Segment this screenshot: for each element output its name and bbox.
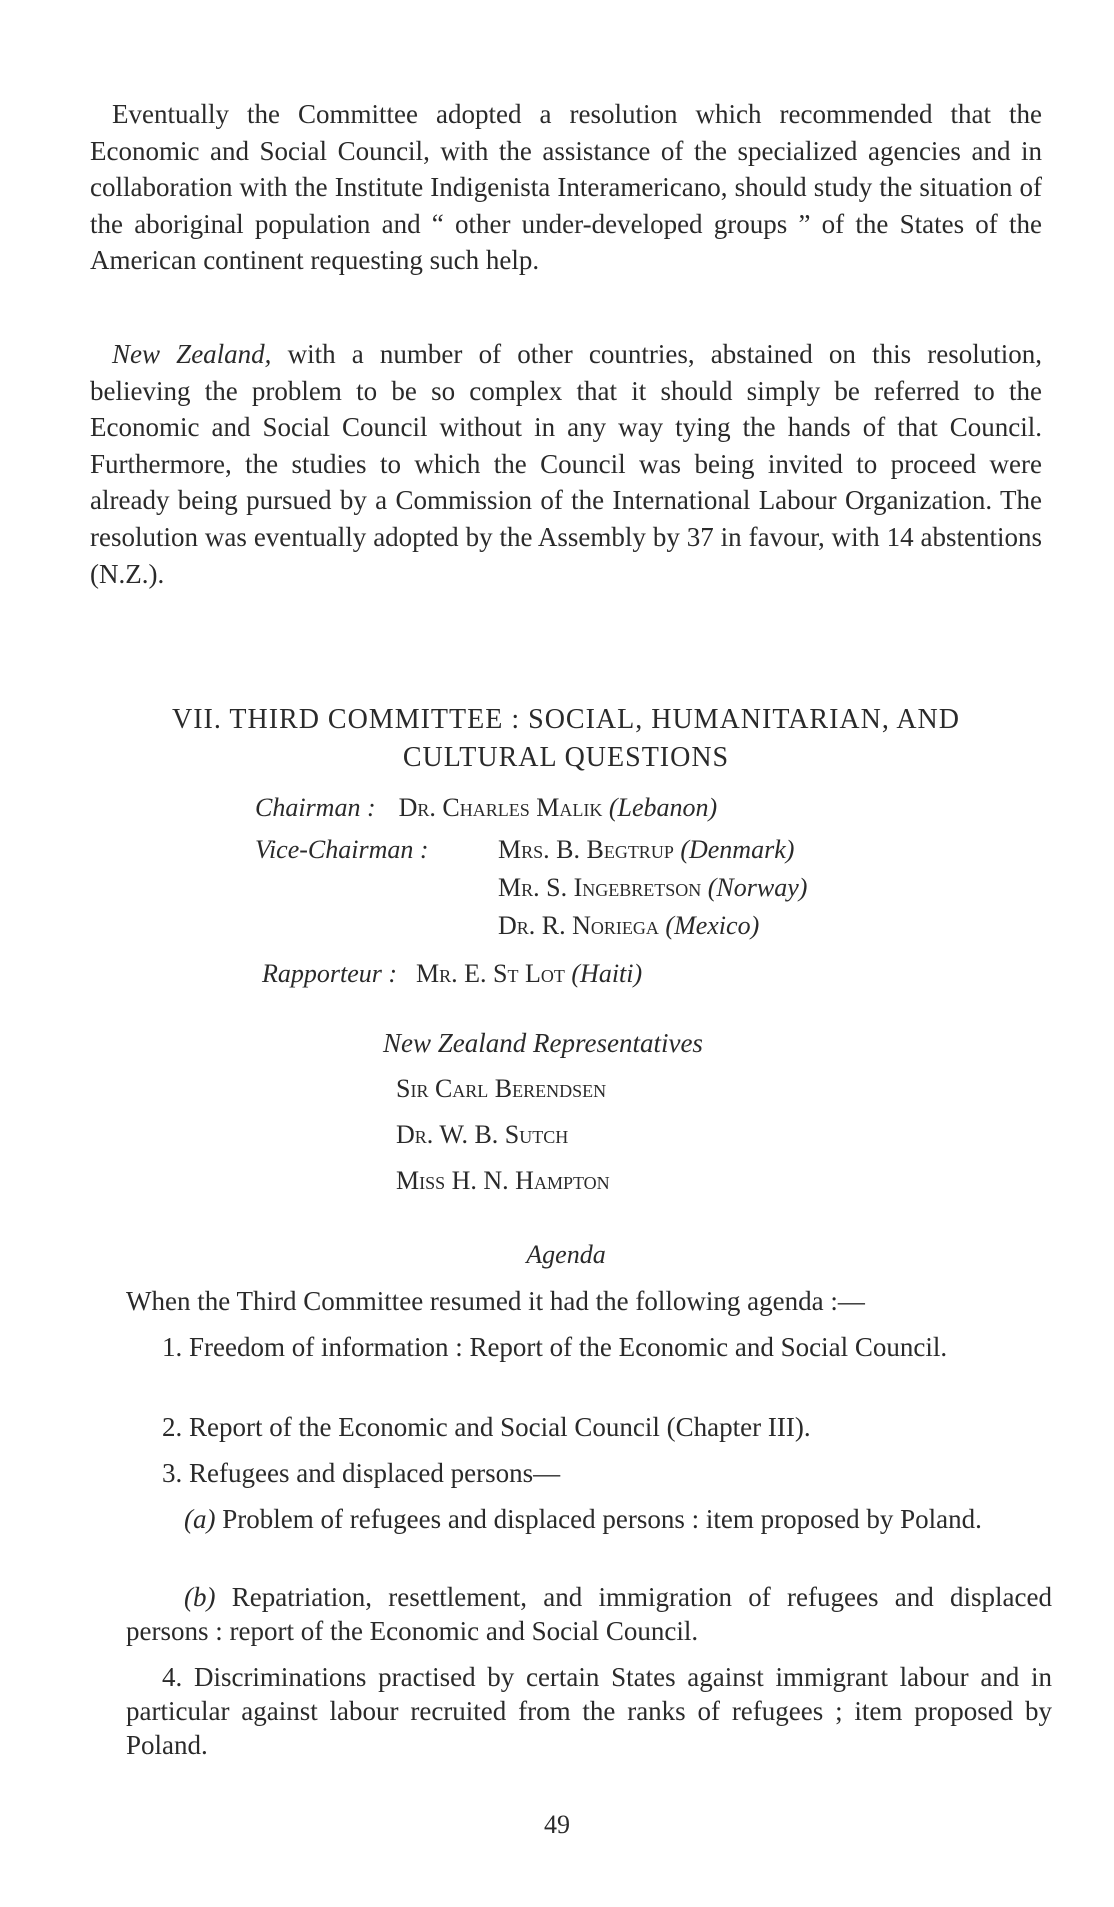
section-heading-line2: CULTURAL QUESTIONS (402, 742, 730, 773)
paragraph-new-zealand: New Zealand, with a number of other countries, abstained on this resolution, believing the problem to be so complex that it should simply be referred to the Economic and Social Council without in any way tying the hands of that Council. Furthermore, the studies to which the Council was being invited to proceed were already being pursued by a Commission of the International Labour Organization. The resolution was eventually adopted by the Assembly by 37 in favour, with 14 abstentions (N.Z.). (90, 339, 1042, 589)
page-number: 49 (544, 1810, 570, 1839)
representative-3: Miss H. N. Hampton (396, 1166, 610, 1195)
vice-chairman-label: Vice-Chairman : (255, 835, 429, 864)
agenda-item-3a: (a) Problem of refugees and displaced persons : item proposed by Poland. (184, 1504, 982, 1534)
paragraph-resolution: Eventually the Committee adopted a resolution which recommended that the Economic and Social Council, with the assistance of the specialized agencies and in collaboration with the Institute Indigenista Interamericano, should study the situation of the aboriginal population and “ other under-developed groups ” of the States of the American continent requesting such help. (90, 99, 1042, 276)
agenda-item-4: 4. Discriminations practised by certain States against immigrant labour and in particular against labour recruited from the ranks of refugees ; item proposed by Poland. (126, 1662, 1052, 1760)
agenda-title: Agenda (526, 1240, 606, 1269)
agenda-item-2: 2. Report of the Economic and Social Council (Chapter III). (162, 1412, 811, 1442)
agenda-intro: When the Third Committee resumed it had the following agenda :— (126, 1286, 865, 1316)
rapporteur-line: Rapporteur : Mr. E. St Lot (Haiti) (262, 959, 643, 988)
representative-2: Dr. W. B. Sutch (396, 1120, 569, 1149)
new-zealand-lead: New Zealand, (112, 339, 272, 369)
chairman-line: Chairman : Dr. Charles Malik (Lebanon) (255, 793, 718, 822)
nz-representatives-title: New Zealand Representatives (383, 1028, 703, 1058)
agenda-item-1: 1. Freedom of information : Report of the Economic and Social Council. (162, 1332, 948, 1362)
agenda-item-3: 3. Refugees and displaced persons— (162, 1458, 561, 1488)
vice-chairman-3: Dr. R. Noriega (Mexico) (498, 911, 760, 940)
representative-1: Sir Carl Berendsen (396, 1074, 607, 1103)
section-heading-line1: VII. THIRD COMMITTEE : SOCIAL, HUMANITARIAN, AND (172, 704, 960, 735)
vice-chairman-2: Mr. S. Ingebretson (Norway) (498, 873, 808, 902)
vice-chairman-1: Mrs. B. Begtrup (Denmark) (498, 835, 795, 864)
agenda-item-3b: (b) Repatriation, resettlement, and immigration of refugees and displaced persons : report of the Economic and Social Council. (126, 1582, 1052, 1646)
